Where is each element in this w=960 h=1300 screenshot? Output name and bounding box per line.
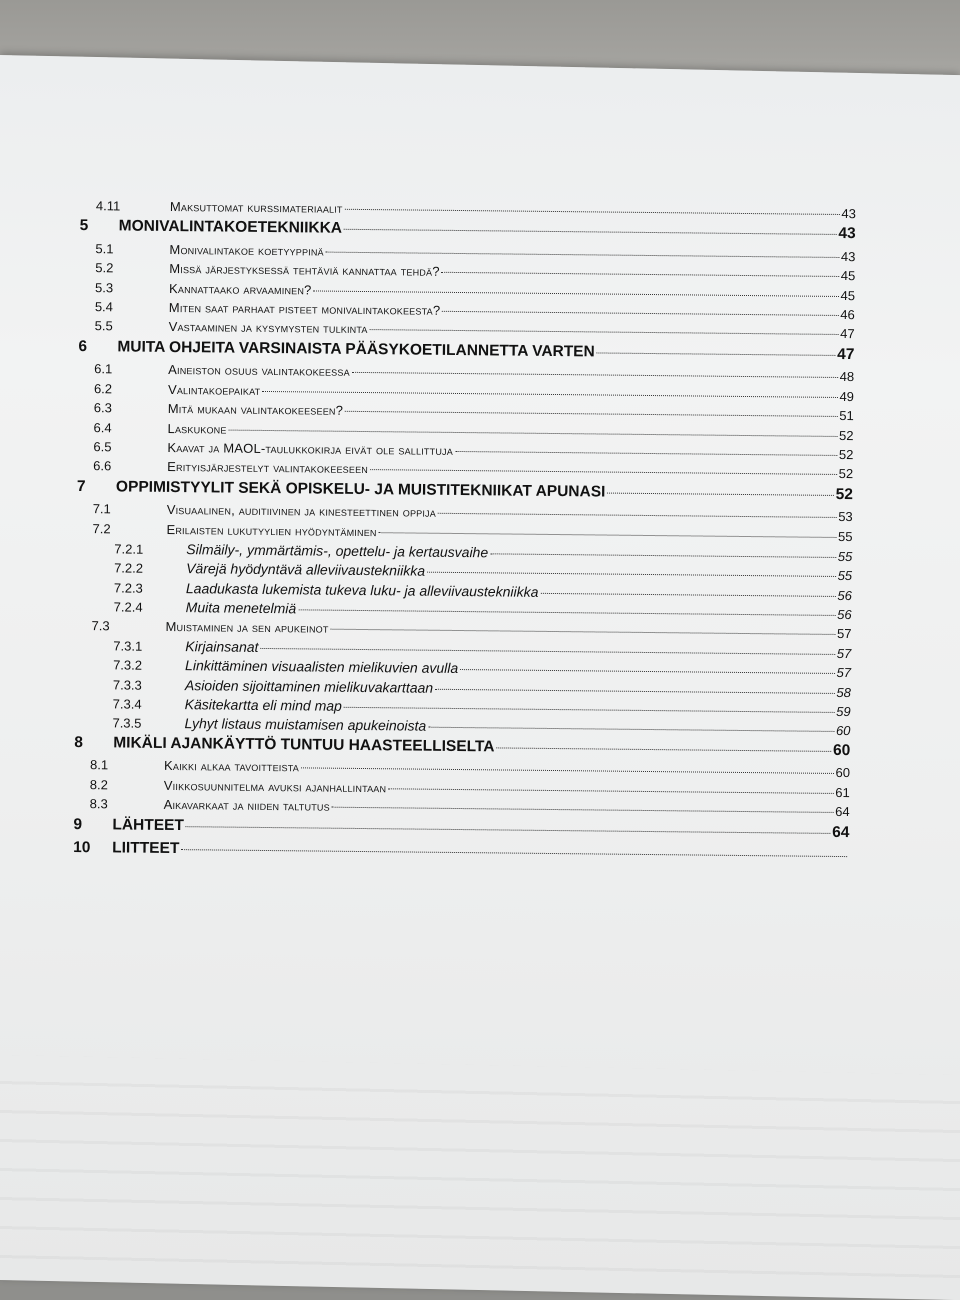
toc-entry-title: Aikavarkaat ja niiden taltutus: [163, 797, 330, 814]
toc-entry-number: 7.3.3: [112, 677, 142, 693]
toc-entry-page: 45: [840, 287, 856, 303]
dot-leader: [186, 826, 830, 834]
toc-entry-number: 7.1: [92, 501, 111, 517]
toc-entry-number: 7.3.4: [112, 696, 142, 712]
toc-entry-title: Valintakoepaikat: [167, 381, 261, 398]
dot-leader: [344, 229, 836, 235]
toc-entry-page: 55: [837, 568, 853, 584]
toc-entry-page: 57: [836, 665, 852, 681]
toc-entry-title: Aineiston osuus valintakokeessa: [168, 362, 350, 380]
toc-entry-page: 52: [839, 427, 854, 443]
toc-entry-page: 52: [838, 466, 854, 482]
toc-entry-title: Viikkosuunnitelma avuksi ajanhallintaan: [163, 777, 387, 796]
toc-entry-number: 6.6: [93, 458, 112, 474]
toc-entry-title: Monivalintakoe koetyyppinä: [169, 241, 324, 259]
dot-leader: [229, 429, 837, 436]
table-of-contents: [71, 198, 856, 871]
dot-leader: [490, 553, 836, 558]
toc-entry-number: 7.3.5: [112, 715, 142, 732]
toc-entry-title: Kaavat ja MAOL-taulukkokirja eivät ole sallittuja: [167, 439, 454, 458]
dot-leader: [379, 532, 836, 538]
toc-entry-page: 55: [837, 548, 853, 565]
toc-entry-title: MUITA OHJEITA VARSINAISTA PÄÄSYKOETILANNETTA VARTEN: [117, 338, 595, 361]
dot-leader: [344, 707, 834, 713]
toc-entry-page: 57: [836, 625, 852, 641]
toc-entry-page: 43: [841, 205, 856, 222]
dot-leader: [540, 593, 835, 597]
dot-leader: [427, 572, 836, 577]
dot-leader: [388, 788, 833, 794]
dot-leader: [260, 648, 834, 655]
toc-entry-title: Mitä mukaan valintakokeeseen?: [167, 401, 344, 418]
toc-entry-page: 56: [837, 587, 852, 603]
toc-entry-page: 57: [836, 645, 852, 662]
dot-leader: [298, 609, 835, 616]
toc-entry-number: 7.2.2: [114, 560, 144, 577]
toc-entry-number: 10: [73, 839, 91, 857]
toc-entry-page: 53: [838, 509, 853, 525]
toc-entry-number: 5.3: [94, 279, 114, 296]
toc-entry-title: Kirjainsanat: [185, 638, 259, 655]
dot-leader: [442, 272, 839, 277]
dot-leader: [607, 492, 833, 495]
dot-leader: [331, 628, 835, 634]
toc-entry-page: 43: [840, 248, 856, 265]
toc-entry-title: Linkittäminen visuaalisten mielikuvien avulla: [185, 657, 459, 677]
dot-leader: [496, 747, 831, 752]
dot-leader: [597, 352, 835, 355]
dot-leader: [435, 688, 834, 693]
dot-leader: [370, 330, 839, 336]
toc-entry-number: 7: [76, 477, 86, 495]
toc-entry-page: 47: [837, 345, 855, 363]
dot-leader: [326, 251, 839, 257]
toc-entry-number: 7.2.4: [113, 599, 143, 615]
toc-entry-title: Kannattaako arvaaminen?: [168, 280, 312, 298]
dot-leader: [345, 411, 837, 417]
toc-entry-page: 60: [835, 723, 851, 739]
toc-entry-number: 6.3: [93, 400, 112, 416]
toc-entry-number: 8.1: [89, 757, 109, 773]
toc-entry-title: OPPIMISTYYLIT SEKÄ OPISKELU- JA MUISTITEKNIIKAT APUNASI: [115, 478, 606, 501]
dot-leader: [455, 451, 837, 456]
toc-entry-number: 8: [74, 733, 84, 751]
toc-entry-number: 7.2: [92, 520, 111, 536]
toc-entry-page: 64: [835, 804, 850, 820]
toc-entry-number: 6.2: [93, 380, 113, 397]
toc-entry-page: 61: [835, 784, 850, 800]
toc-entry-number: 7.3.2: [113, 657, 143, 674]
toc-entry-title: MIKÄLI AJANKÄYTTÖ TUNTUU HAASTEELLISELTA: [113, 734, 495, 756]
toc-entry-number: 4.11: [95, 198, 121, 214]
toc-entry-number: 5.1: [95, 241, 114, 257]
dot-leader: [262, 391, 837, 398]
toc-entry-page: 51: [839, 408, 854, 424]
toc-entry-page: 60: [835, 765, 851, 781]
toc-entry-page: 46: [840, 307, 855, 323]
toc-entry-page: 49: [839, 388, 855, 404]
dot-leader: [301, 768, 834, 775]
bleed-through-text: [0, 1055, 960, 1300]
toc-entry-title: Laskukone: [167, 420, 227, 437]
toc-entry-title: Vastaaminen ja kysymysten tulkinta: [168, 319, 368, 337]
toc-entry-title: Kaikki alkaa tavoitteista: [163, 758, 300, 775]
toc-entry-title: Muistaminen ja sen apukeinot: [165, 618, 329, 636]
toc-entry-page: 45: [840, 268, 856, 284]
dot-leader: [460, 669, 834, 674]
toc-entry-page: 47: [840, 326, 855, 342]
toc-entry-page: 64: [832, 823, 850, 841]
toc-entry-title: LIITTEET: [112, 839, 180, 858]
toc-entry-title: Asioiden sijoittaminen mielikuvakarttaan: [184, 676, 434, 696]
dot-leader: [442, 311, 838, 316]
toc-entry-title: Värejä hyödyntävä alleviivaustekniikka: [186, 560, 426, 580]
dot-leader: [438, 513, 836, 518]
toc-entry-title: Laadukasta lukemista tukeva luku- ja alleviivaustekniikka: [185, 579, 539, 600]
toc-entry-number: 8.2: [89, 776, 109, 793]
toc-entry-number: 9: [73, 815, 83, 833]
dot-leader: [314, 290, 839, 296]
toc-entry-number: 7.2.1: [114, 541, 144, 557]
toc-entry-number: 7.2.3: [113, 580, 143, 596]
toc-entry-title: LÄHTEET: [112, 815, 184, 834]
toc-entry-page: 48: [839, 369, 855, 385]
toc-entry-page: 52: [835, 485, 854, 503]
toc-entry-title: Käsitekartta eli mind map: [184, 696, 342, 714]
toc-entry-title: Lyhyt listaus muistamisen apukeinoista: [184, 715, 427, 735]
toc-entry-number: 7.3.1: [113, 638, 143, 654]
toc-entry-title: Visuaalinen, auditiivinen ja kinesteettinen oppija: [166, 502, 437, 520]
dot-leader: [181, 849, 847, 857]
toc-entry-number: 6.1: [94, 361, 113, 377]
toc-entry-number: 6: [78, 337, 88, 355]
toc-entry-page: 55: [837, 528, 853, 544]
dot-leader: [345, 209, 840, 215]
toc-entry-title: Silmäily-, ymmärtämis-, opettelu- ja kertausvaihe: [186, 541, 489, 561]
toc-entry-title: Miten saat parhaat pisteet monivalintakokeesta?: [168, 300, 441, 318]
toc-entry-title: Erityisjärjestelyt valintakokeeseen: [167, 459, 369, 477]
toc-entry-number: 5: [79, 217, 89, 235]
toc-entry-page: 56: [837, 607, 852, 623]
toc-entry-page: 43: [838, 225, 856, 243]
toc-entry-title: MONIVALINTAKOETEKNIIKKA: [118, 217, 343, 238]
toc-entry-page: 58: [836, 684, 851, 700]
dot-leader: [352, 372, 838, 378]
toc-entry-number: 7.3: [91, 617, 110, 633]
toc-entry-number: 5.4: [94, 299, 114, 315]
toc-entry-title: Muita menetelmiä: [185, 599, 297, 617]
dot-leader: [428, 727, 834, 732]
toc-entry-number: 5.5: [94, 318, 113, 334]
toc-entry-page: 60: [832, 741, 851, 759]
toc-entry-title: Maksuttomat kurssimateriaalit: [169, 198, 343, 216]
toc-entry-title: Erilaisten lukutyylien hyödyntäminen: [166, 521, 377, 539]
toc-entry-number: 6.5: [93, 439, 112, 455]
toc-entry-number: 8.3: [89, 796, 108, 812]
toc-entry-title: Missä järjestyksessä tehtäviä kannattaa tehdä?: [169, 261, 440, 280]
dot-leader: [332, 807, 833, 813]
toc-entry-number: 5.2: [95, 260, 114, 276]
toc-entry-number: 6.4: [93, 419, 112, 435]
toc-entry-page: 59: [836, 704, 851, 720]
toc-entry-page: 52: [838, 446, 854, 463]
dot-leader: [370, 469, 837, 475]
